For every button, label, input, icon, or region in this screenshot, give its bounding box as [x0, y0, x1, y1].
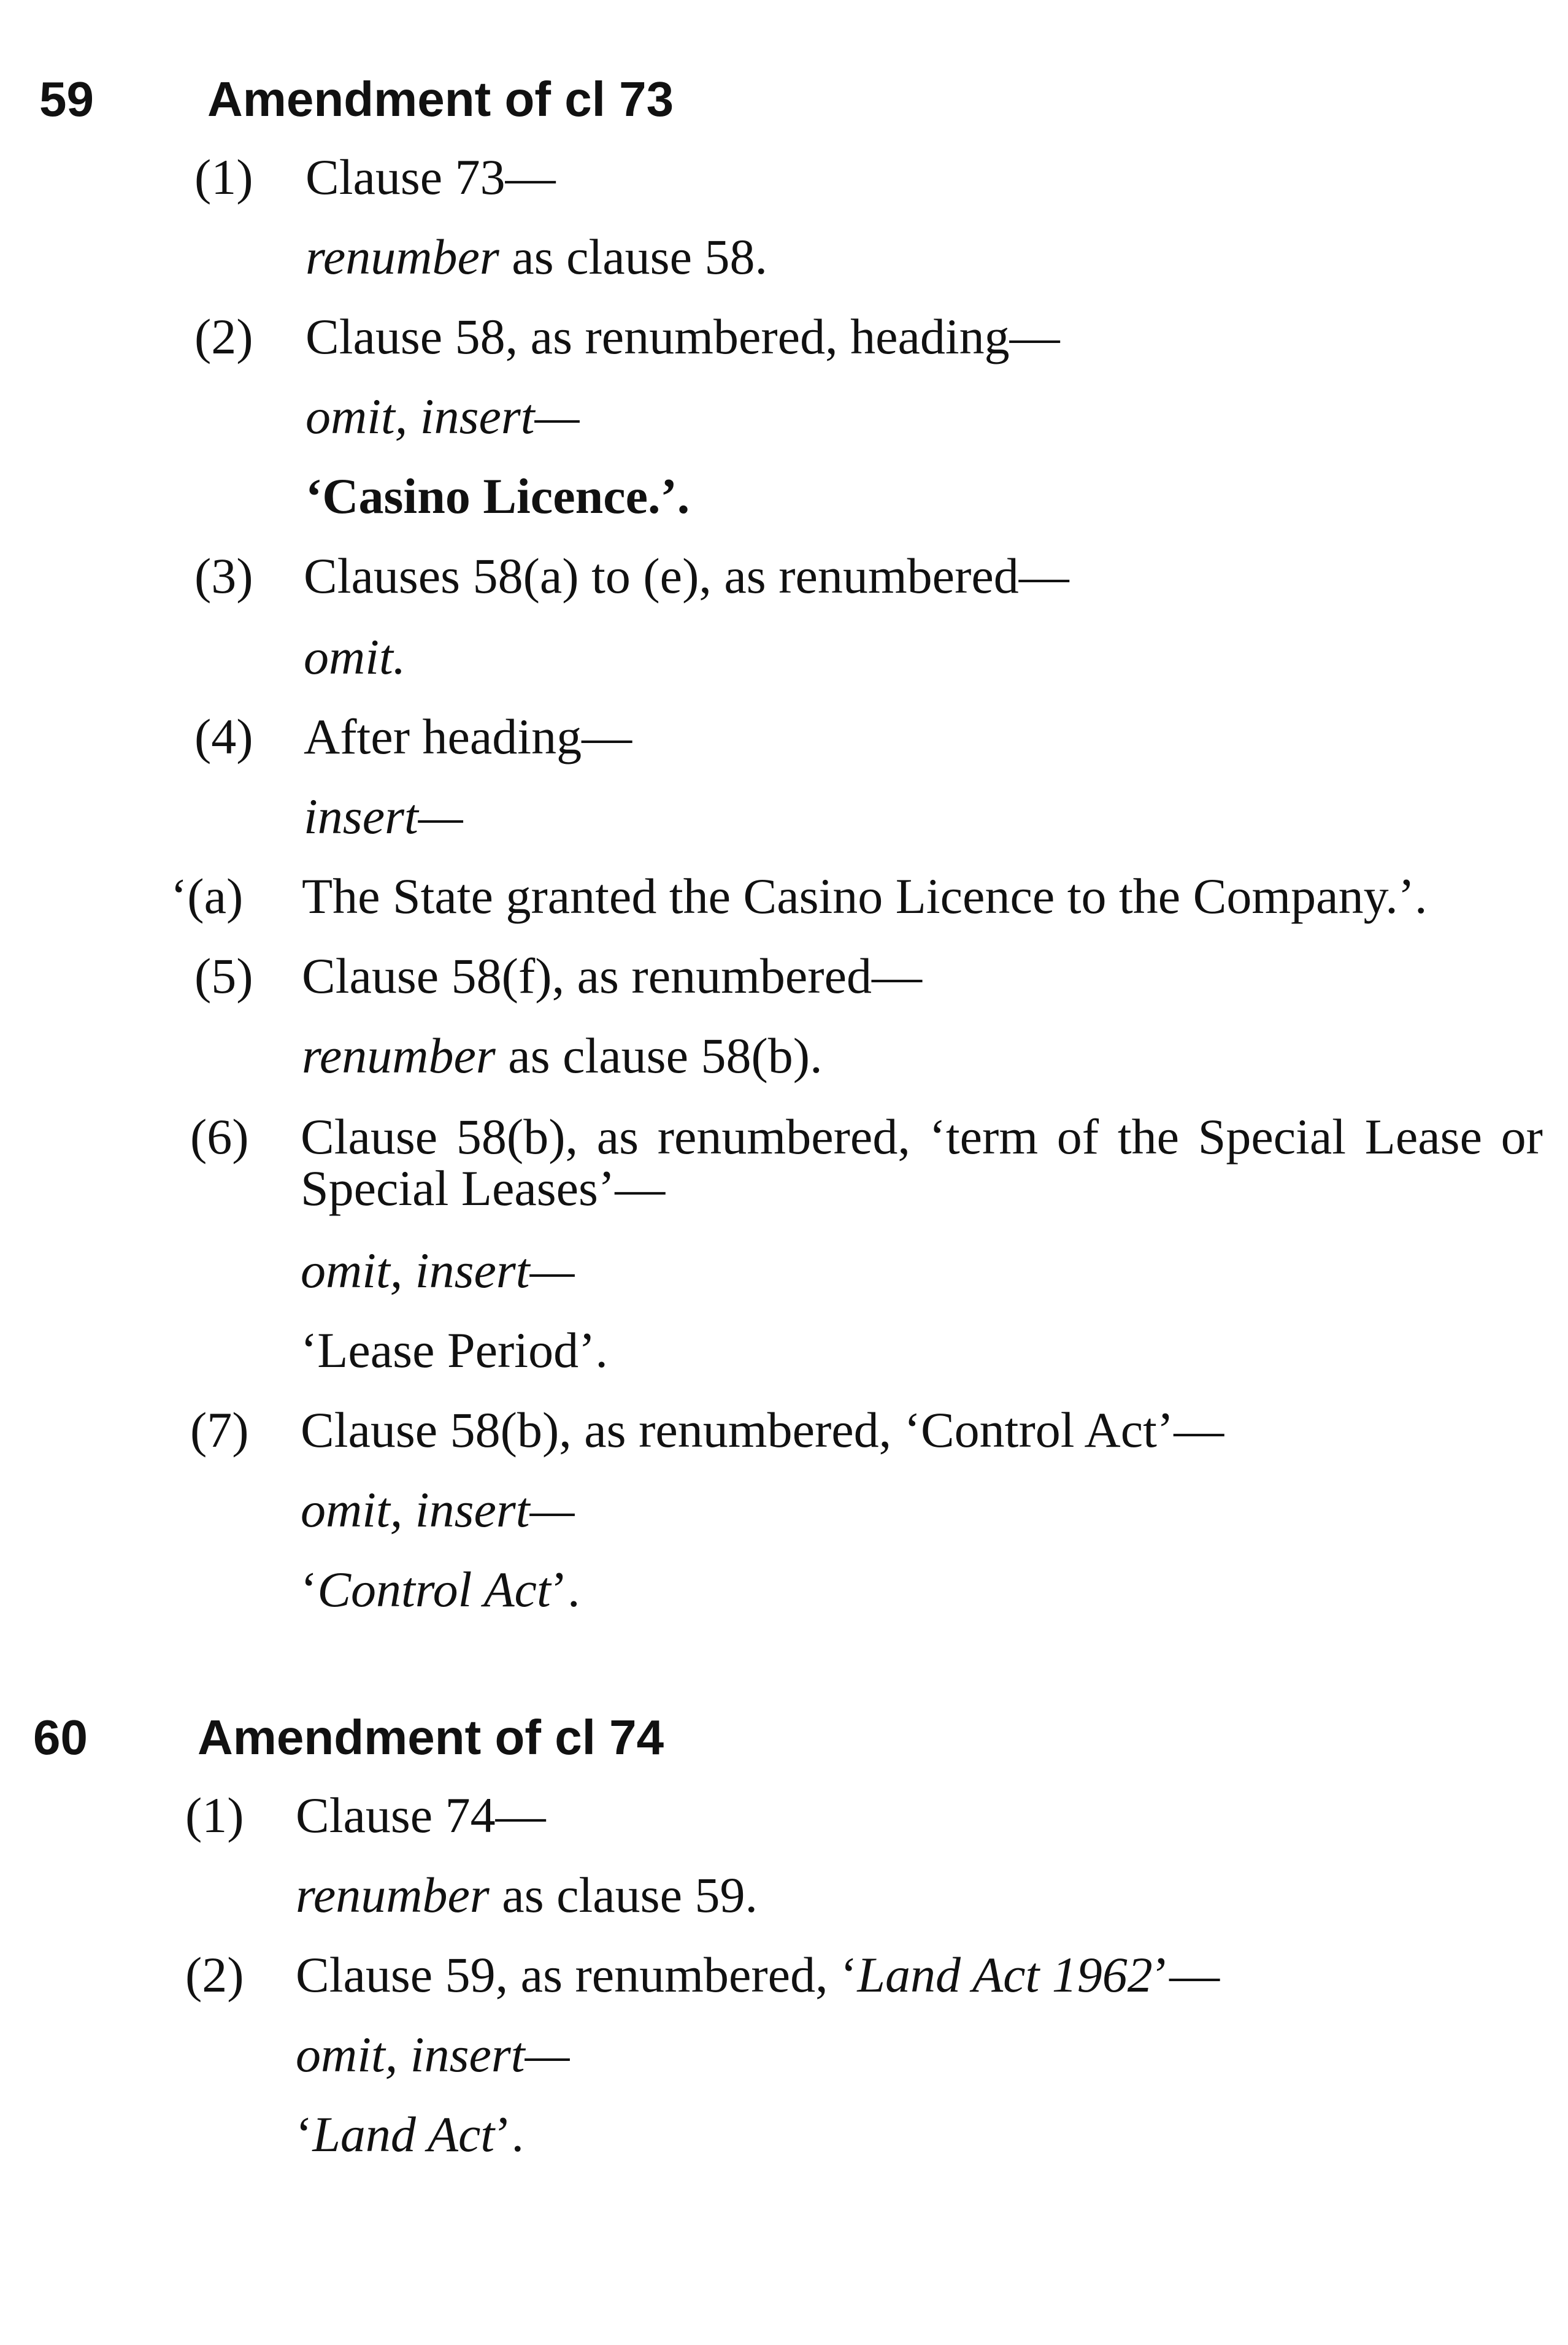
- subsection-text: Clause 58(f), as renumbered—: [302, 948, 922, 1004]
- subsection-text: Clause 73—: [306, 149, 556, 205]
- inserted-text: ‘Lease Period’.: [301, 1322, 608, 1378]
- quote-close: ’.: [494, 2106, 525, 2162]
- subsection-number: (2): [185, 1947, 244, 2003]
- subsection-text: After heading—: [304, 709, 632, 764]
- subsection-action: omit, insert—: [296, 2027, 570, 2082]
- text-italic: Land Act 1962: [857, 1947, 1153, 2003]
- quote-close: ’.: [550, 1561, 580, 1617]
- subsection-action: [306, 229, 767, 285]
- subsection-action: omit, insert—: [301, 1242, 575, 1298]
- inserted-text: [301, 1561, 580, 1617]
- inserted-text: [296, 2106, 525, 2162]
- action-italic: renumber: [306, 229, 499, 285]
- text-pre: Clause 59, as renumbered, ‘: [296, 1947, 858, 2003]
- subsection-text-line1: Clause 58(b), as renumbered, ‘term of the Special Lease or: [301, 1109, 1543, 1165]
- subsection-text: Clauses 58(a) to (e), as renumbered—: [304, 548, 1069, 604]
- subsection-text: Clause 58(b), as renumbered, ‘Control Act’—: [301, 1402, 1224, 1458]
- paragraph-text: The State granted the Casino Licence to the Company.’.: [302, 868, 1428, 924]
- section-number: 60: [33, 1710, 88, 1765]
- text-post: ’—: [1152, 1947, 1220, 2003]
- section-heading: Amendment of cl 73: [207, 72, 674, 126]
- subsection-number: (5): [194, 948, 253, 1004]
- action-italic: renumber: [302, 1028, 496, 1084]
- subsection-number: (6): [190, 1109, 249, 1165]
- quote-open: ‘: [301, 1561, 318, 1617]
- subsection-number: (2): [194, 309, 253, 364]
- action-rest: as clause 58.: [499, 229, 767, 285]
- action-italic: renumber: [296, 1867, 490, 1923]
- subsection-number: (4): [194, 709, 253, 764]
- section-heading: Amendment of cl 74: [198, 1710, 664, 1765]
- subsection-action: insert—: [304, 788, 463, 844]
- inserted-italic: Control Act: [317, 1561, 551, 1617]
- inserted-italic: Land Act: [312, 2106, 495, 2162]
- subsection-text: Clause 58, as renumbered, heading—: [306, 309, 1060, 364]
- subsection-number: (3): [194, 548, 253, 604]
- action-rest: as clause 59.: [489, 1867, 758, 1923]
- quote-open: ‘: [296, 2106, 313, 2162]
- subsection-number: (7): [190, 1402, 249, 1458]
- paragraph-number: ‘(a): [171, 868, 244, 924]
- inserted-text: ‘Casino Licence.’.: [306, 468, 690, 524]
- subsection-action: [296, 1867, 758, 1923]
- section-number: 59: [39, 72, 94, 126]
- subsection-action: omit.: [304, 629, 406, 685]
- subsection-text: [296, 1947, 1220, 2003]
- subsection-action: [302, 1028, 823, 1084]
- subsection-number: (1): [185, 1787, 244, 1843]
- subsection-action: omit, insert—: [301, 1482, 575, 1538]
- action-rest: as clause 58(b).: [495, 1028, 823, 1084]
- subsection-number: (1): [194, 149, 253, 205]
- subsection-text: Clause 74—: [296, 1787, 546, 1843]
- subsection-action: omit, insert—: [306, 388, 580, 444]
- subsection-text-line2: Special Leases’—: [301, 1160, 666, 1216]
